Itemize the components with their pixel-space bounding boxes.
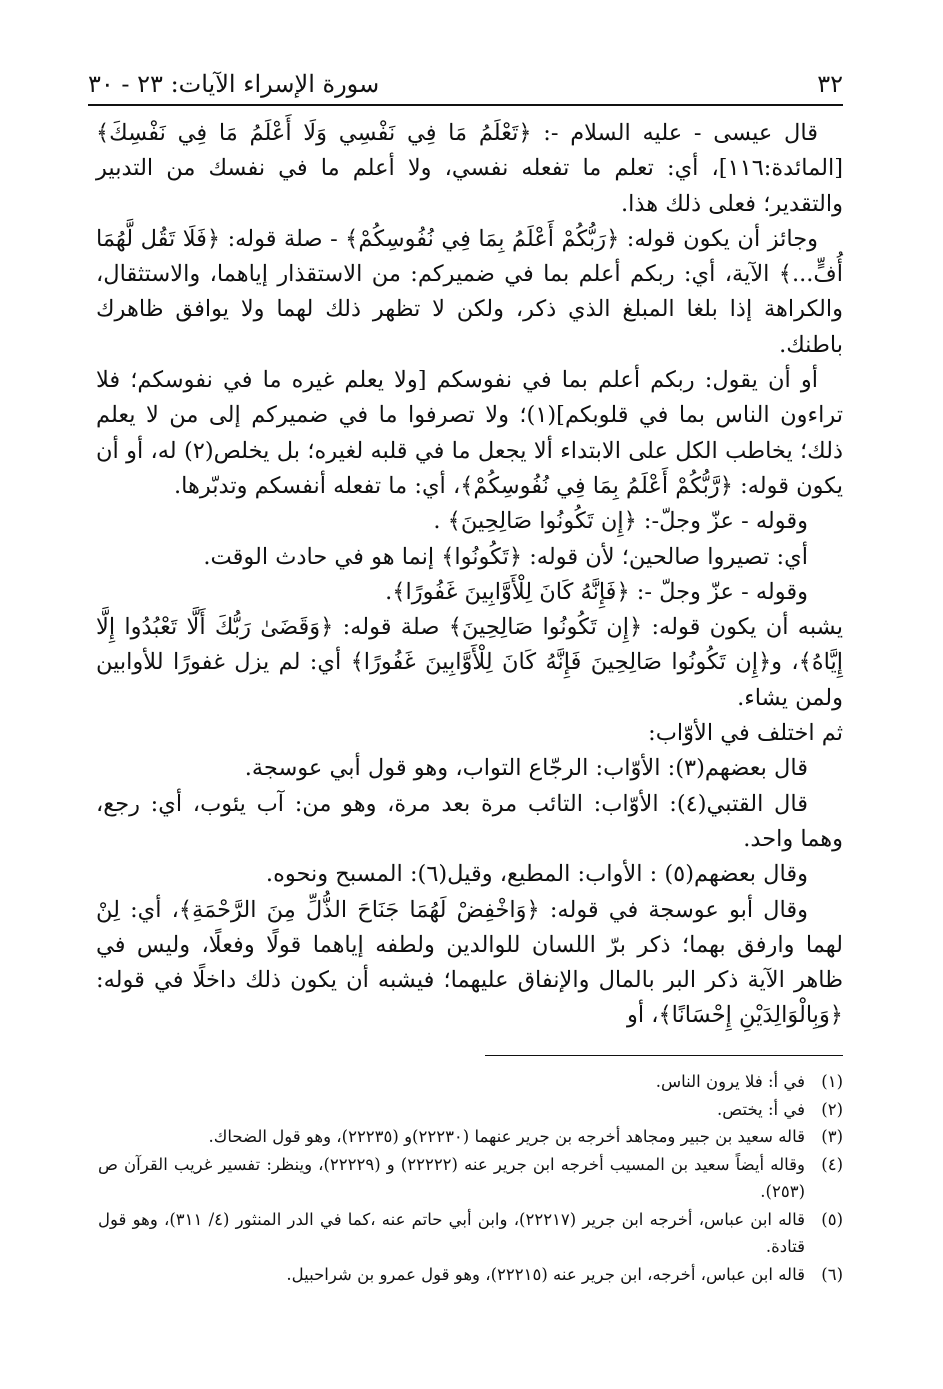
paragraph: وجائز أن يكون قوله: ﴿رَبُّكُمْ أَعْلَمُ بِمَا فِي نُفُوسِكُمْ﴾ - صلة قوله: ﴿فَلَا تَقُل لَّهُمَا أُفٍّ...﴾ الآية، أي: ربكم أعلم بما في ضميركم: من الاستقذار إياهما، والاستثقال، والكراهة إذا بلغا المبلغ الذي ذكر، ولكن لا تظهر ذلك لهما ولا يوافق ظاهرك باطنك. [96,225,843,358]
paragraph: يشبه أن يكون قوله: ﴿إِن تَكُونُوا صَالِحِينَ﴾ صلة قوله: ﴿وَقَضَىٰ رَبُّكَ أَلَّا تَعْبُدُوا إِلَّا إِيَّاهُ﴾، و﴿إِن تَكُونُوا صَالِحِينَ فَإِنَّهُ كَانَ لِلْأَوَّابِينَ غَفُورًا﴾ أي: لم يزل غفورًا للأوابين ولمن يشاء. [96,614,843,711]
paragraph: ثم اختلف في الأوّاب: [648,720,843,747]
footnotes [98,1068,843,1288]
footnote-text: في أ: فلا يرون الناس. [655,1072,805,1091]
footnote-number: (٢) [821,1099,843,1119]
page-number: ٣٢ [817,70,843,98]
footnote-text: قاله سعيد بن جبير ومجاهد أخرجه بن جرير عنهما (٢٢٢٣٠)و (٢٢٢٣٥)، وهو قول الضحاك. [208,1127,805,1146]
footnote-divider [485,1055,843,1056]
paragraph: أو أن يقول: ربكم أعلم بما في نفوسكم [ولا يعلم غيره ما في نفوسكم؛ فلا تراءون الناس بما في قلوبكم](١)؛ ولا تصرفوا ما في ضميركم إلى من لا يعلم ذلك؛ يخاطب الكل على الابتداء ألا يجعل ما في قلبه لغيره؛ بل يخلص(٢) له، أو أن يكون قوله: ﴿رَّبُّكُمْ أَعْلَمُ بِمَا فِي نُفُوسِكُمْ﴾، أي: ما تفعله أنفسكم وتدبّرها. [96,367,843,499]
main-text [96,116,843,1034]
paragraph: وقال أبو عوسجة في قوله: ﴿وَاخْفِضْ لَهُمَا جَنَاحَ الذُّلِّ مِنَ الرَّحْمَةِ﴾، أي: لِنْ لهما وارفق بهما؛ ذكر برّ اللسان للوالدين ولطفه إياهما قولًا وفعلًا، وليس في ظاهر الآية ذكر البر بالمال والإنفاق عليهما؛ فيشبه أن يكون ذلك داخلًا في قوله: ﴿وَبِالْوَالِدَيْنِ إِحْسَانًا﴾، أو [96,896,843,1029]
footnote-number: (٥) [821,1209,843,1229]
paragraph: وقوله - عزّ وجلّ-: ﴿إِن تَكُونُوا صَالِحِينَ﴾ . [433,508,808,535]
footnote-number: (٤) [821,1154,843,1174]
footnote [98,1123,843,1151]
footnote [98,1206,843,1261]
header-divider [88,104,843,106]
footnote-number: (١) [821,1072,843,1091]
footnote [98,1068,843,1096]
paragraph: وقوله - عزّ وجلّ -: ﴿فَإِنَّهُ كَانَ لِلْأَوَّابِينَ غَفُورًا﴾. [385,578,808,605]
footnote [98,1096,843,1124]
page-header [88,58,843,98]
footnote [98,1151,843,1206]
footnote-text: في أ: يختص. [717,1099,805,1119]
footnote [98,1261,843,1289]
running-title: سورة الإسراء الآيات: ٢٣ - ٣٠ [88,70,380,98]
paragraph: قال القتبي(٤): الأوّاب: التائب مرة بعد مرة، وهو من: آب يئوب، أي: رجع، وهما واحد. [96,790,843,852]
paragraph: قال بعضهم(٣): الأوّاب: الرجّاع التواب، وهو قول أبي عوسجة. [244,755,808,782]
paragraph: وقال بعضهم(٥) : الأواب: المطيع، وقيل(٦): المسبح ونحوه. [265,861,808,888]
footnote-text: وقاله أيضاً سعيد بن المسيب أخرجه ابن جرير عنه (٢٢٢٢٢) و (٢٢٢٢٩)، وينظر: تفسير غريب القرآن ص (٢٥٣). [98,1154,805,1201]
footnote-number: (٣) [821,1127,843,1146]
footnote-text: قاله ابن عباس، أخرجه، ابن جرير عنه (٢٢٢١٥)، وهو قول عمرو بن شراحبيل. [286,1264,805,1284]
paragraph: قال عيسى - عليه السلام -: ﴿تَعْلَمُ مَا فِي نَفْسِي وَلَا أَعْلَمُ مَا فِي نَفْسِكَ﴾ [المائدة:١١٦]، أي: تعلم ما تفعله نفسي، ولا أعلم ما في نفسك من التدبير والتقدير؛ فعلى ذلك هذا. [96,120,843,217]
paragraph: أي: تصيروا صالحين؛ لأن قوله: ﴿تَكُونُوا﴾ إنما هو في حادث الوقت. [203,543,808,570]
footnote-number: (٦) [821,1264,843,1284]
footnote-text: قاله ابن عباس، أخرجه ابن جرير (٢٢٢١٧)، وابن أبي حاتم عنه ،كما في الدر المنثور (٤/ ٣١١)، وهو قول قتادة. [98,1209,805,1256]
